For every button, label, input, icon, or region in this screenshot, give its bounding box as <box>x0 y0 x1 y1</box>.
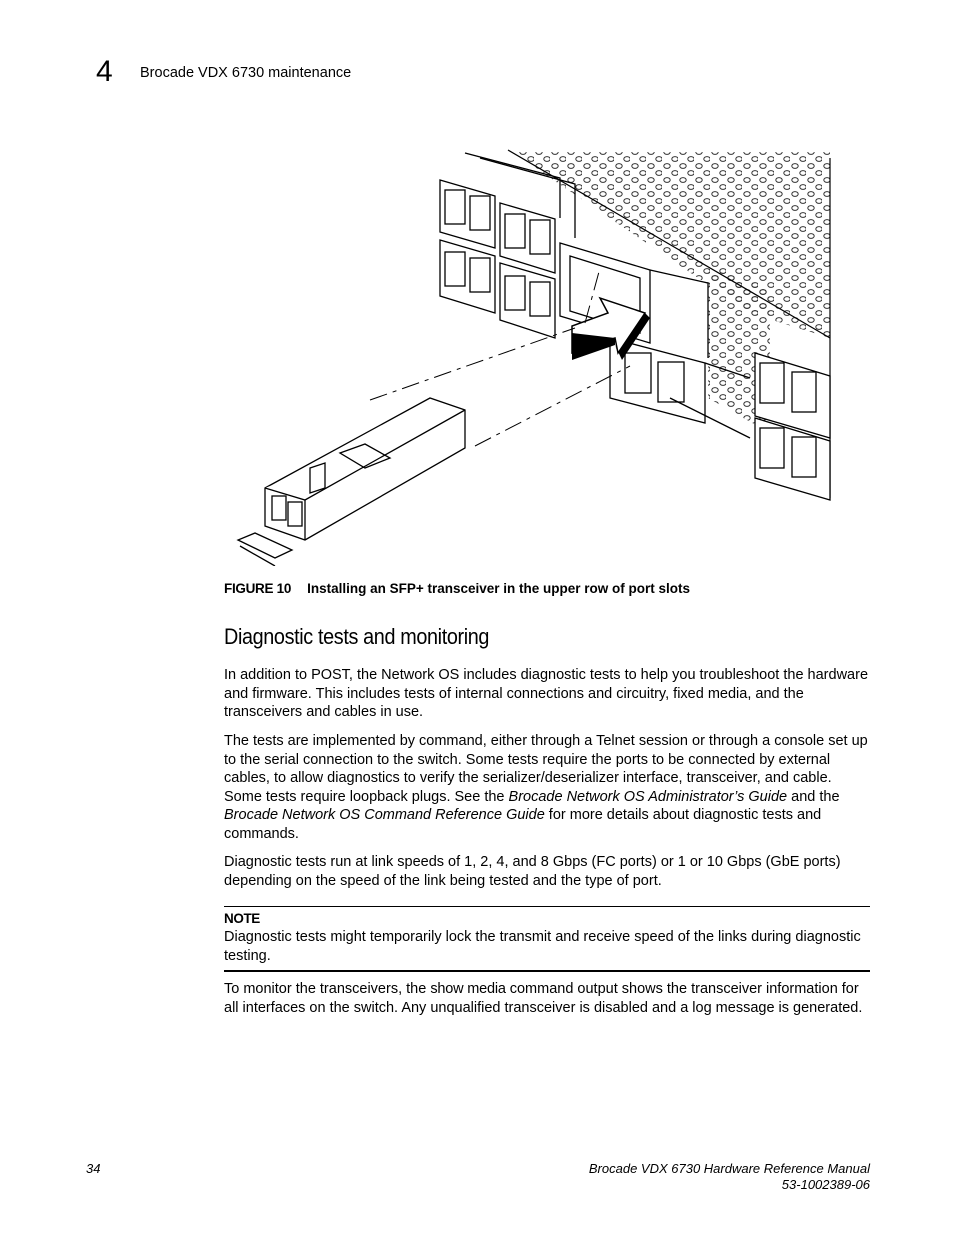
section-heading: Diagnostic tests and monitoring <box>224 624 490 649</box>
paragraph-monitor-text-b: command output shows the transceiver information for all interfaces on the switch. Any unqualified transceiver is disabled and a log message is generated. <box>224 981 863 1016</box>
show-media-command: show media <box>430 981 506 997</box>
page-number: 34 <box>86 1161 101 1176</box>
paragraph-tests-text-a: The tests are implemented by command, either through a Telnet session or through a console set up to the serial connection to the switch. Some tests require the ports to be connected by external cables, to allow diagnostics to verify the serializer/deserializer interface, transceiver, and cable. Some tests require loopback plugs. See the <box>224 733 868 805</box>
note-label: NOTE <box>224 911 260 926</box>
port-cages-right <box>755 353 830 500</box>
paragraph-tests <box>224 732 870 844</box>
sfp-installation-figure <box>230 148 832 566</box>
paragraph-tests-text-c: for more details about diagnostic tests and commands. <box>224 807 822 842</box>
paragraph-intro: In addition to POST, the Network OS includes diagnostic tests to help you troubleshoot the hardware and firmware. This includes tests of internal connections and circuitry, fixed media, and the transceivers and cables in use. <box>224 667 869 721</box>
doc-number: 53-1002389-06 <box>781 1177 870 1192</box>
chapter-number: 4 <box>96 55 113 88</box>
command-reference-guide: Brocade Network OS Command Reference Guide <box>224 807 545 824</box>
paragraph-speeds: Diagnostic tests run at link speeds of 1, 2, 4, and 8 Gbps (FC ports) or 1 or 10 Gbps (GbE ports) depending on the speed of the link being tested and the type of port. <box>224 854 841 889</box>
sfp-transceiver <box>238 398 465 566</box>
paragraph-monitor-text-a: To monitor the transceivers, the <box>224 981 431 997</box>
admin-guide-reference: Brocade Network OS Administrator’s Guide <box>508 788 788 805</box>
paragraph-tests-text-b: and the <box>787 788 840 805</box>
figure-caption <box>224 581 690 596</box>
manual-title: Brocade VDX 6730 Hardware Reference Manual <box>588 1161 870 1176</box>
figure-label: FIGURE 10 <box>224 581 292 596</box>
footer-manual-info <box>589 1161 870 1193</box>
note-box <box>224 906 870 972</box>
chapter-title: Brocade VDX 6730 maintenance <box>140 65 352 81</box>
paragraph-monitor <box>224 980 870 1017</box>
note-text: Diagnostic tests might temporarily lock the transmit and receive speed of the links during diagnostic testing. <box>224 929 861 964</box>
figure-caption-text: Installing an SFP+ transceiver in the upper row of port slots <box>307 581 691 596</box>
